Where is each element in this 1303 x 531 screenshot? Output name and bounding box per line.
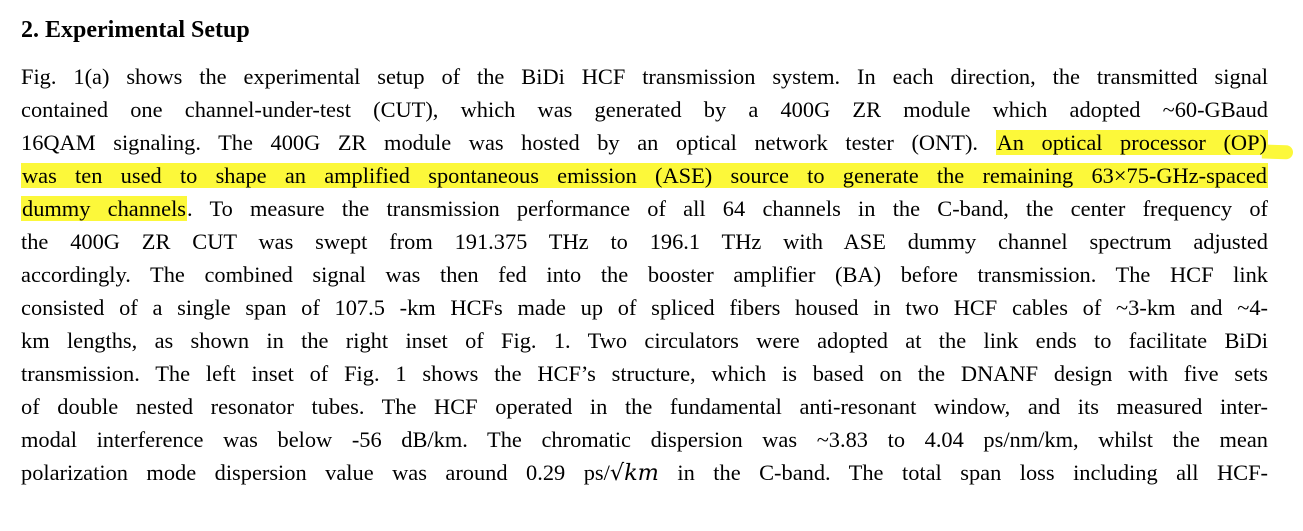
paragraph-line-8: consisted of a single span of 107.5 -km HCFs made up of spliced fibers housed in two HCF cables of ~3-km and ~4- <box>21 295 1268 320</box>
paragraph-line-2: contained one channel-under-test (CUT), which was generated by a 400G ZR module which adopted ~60-GBaud <box>21 97 1268 122</box>
highlighted-text: dummy channels <box>22 196 187 221</box>
plain-text: 16QAM signaling. The 400G ZR module was hosted by an optical network tester (ONT). <box>21 130 996 155</box>
paragraph-line-1: Fig. 1(a) shows the experimental setup of the BiDi HCF transmission system. In each direction, the transmitted signal <box>21 64 1268 89</box>
paragraph-line-12: modal interference was below -56 dB/km. The chromatic dispersion was ~3.83 to 4.04 ps/nm/km, whilst the mean <box>21 427 1268 452</box>
plain-text: polarization mode dispersion value was around 0.29 ps/ <box>21 460 610 485</box>
paragraph-line-7: accordingly. The combined signal was then fed into the booster amplifier (BA) before transmission. The HCF link <box>21 262 1268 287</box>
paragraph-line-13 <box>21 457 1268 489</box>
section-heading: 2. Experimental Setup <box>21 17 250 43</box>
paragraph-line-11: of double nested resonator tubes. The HCF operated in the fundamental anti-resonant window, and its measured inter- <box>21 394 1268 419</box>
highlighted-text: was ten used to shape an amplified spontaneous emission (ASE) source to generate the remaining 63×75-GHz-spaced <box>22 163 1267 188</box>
paragraph-line-4 <box>21 160 1268 192</box>
paragraph-line-5 <box>21 193 1268 225</box>
paragraph-line-9: km lengths, as shown in the right inset of Fig. 1. Two circulators were adopted at the link ends to facilitate BiDi <box>21 328 1268 353</box>
paragraph-line-10: transmission. The left inset of Fig. 1 shows the HCF’s structure, which is based on the DNANF design with five sets <box>21 361 1268 386</box>
plain-text: in the C-band. The total span loss including all HCF- <box>658 460 1268 485</box>
plain-text: . To measure the transmission performance of all 64 channels in the C-band, the center frequency of <box>187 196 1269 221</box>
math-unit: km <box>624 460 659 486</box>
square-root-symbol: √ <box>609 460 625 486</box>
paragraph-line-6: the 400G ZR CUT was swept from 191.375 THz to 196.1 THz with ASE dummy channel spectrum adjusted <box>21 229 1268 254</box>
highlighted-text: An optical processor (OP) <box>996 130 1267 155</box>
paragraph-line-3 <box>21 127 1268 159</box>
